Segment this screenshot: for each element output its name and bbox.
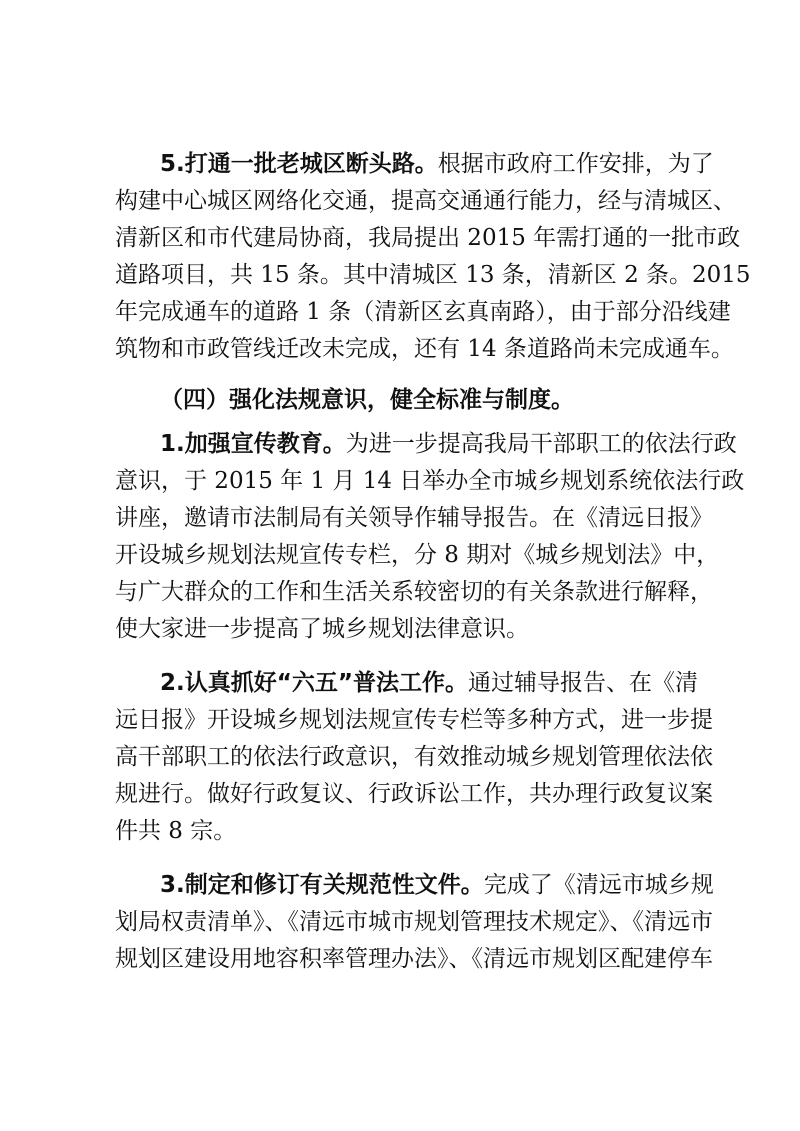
paragraph-line: 年完成通车的道路 1 条（清新区玄真南路），由于部分沿线建 (115, 299, 731, 325)
paragraph-line (160, 147, 714, 181)
line-text: 为进一步提高我局干部职工的依法行政 (345, 431, 737, 457)
paragraph-line (160, 427, 737, 461)
item-heading: 2.认真抓好“六五”普法工作。 (160, 670, 468, 696)
paragraph-line: 与广大群众的工作和生活关系较密切的有关条款进行解释， (115, 579, 713, 605)
paragraph-line: 开设城乡规划法规宣传专栏，分 8 期对《城乡规划法》中， (115, 542, 720, 568)
section-heading: （四）强化法规意识，健全标准与制度。 (160, 387, 574, 413)
paragraph-line: 使大家进一步提高了城乡规划法律意识。 (115, 616, 529, 642)
paragraph-line: 意识，于 2015 年 1 月 14 日举办全市城乡规划系统依法行政 (115, 468, 745, 494)
paragraph-line: 清新区和市代建局协商，我局提出 2015 年需打通的一批市政 (115, 225, 741, 251)
line-text: 完成了《清远市城乡规 (483, 872, 714, 898)
item-heading: 1.加强宣传教育。 (160, 431, 346, 457)
line-text: 通过辅导报告、在《清 (467, 670, 698, 696)
paragraph-line: 讲座，邀请市法制局有关领导作辅导报告。在《清远日报》 (115, 505, 713, 531)
paragraph-line (160, 868, 714, 902)
paragraph-line: 规划区建设用地容积率管理办法》、《清远市规划区配建停车 (115, 946, 713, 972)
item-heading: 5.打通一批老城区断头路。 (160, 151, 438, 177)
paragraph-line: 构建中心城区网络化交通，提高交通通行能力，经与清城区、 (115, 188, 736, 214)
paragraph-line: 远日报》开设城乡规划法规宣传专栏等多种方式，进一步提 (115, 707, 713, 733)
item-heading: 3.制定和修订有关规范性文件。 (160, 872, 484, 898)
paragraph-line: 件共 8 宗。 (115, 818, 237, 844)
paragraph-line (160, 666, 698, 700)
paragraph-line: 高干部职工的依法行政意识，有效推动城乡规划管理依法依 (115, 744, 713, 770)
line-text: 根据市政府工作安排，为了 (437, 151, 714, 177)
paragraph-line: 划局权责清单》、《清远市城市规划管理技术规定》、《清远市 (115, 909, 713, 935)
paragraph-line: 筑物和市政管线迁改未完成，还有 14 条道路尚未完成通车。 (115, 336, 734, 362)
paragraph-line: 道路项目，共 15 条。其中清城区 13 条，清新区 2 条。2015 (115, 262, 751, 288)
paragraph-line: 规进行。做好行政复议、行政诉讼工作，共办理行政复议案 (115, 781, 713, 807)
